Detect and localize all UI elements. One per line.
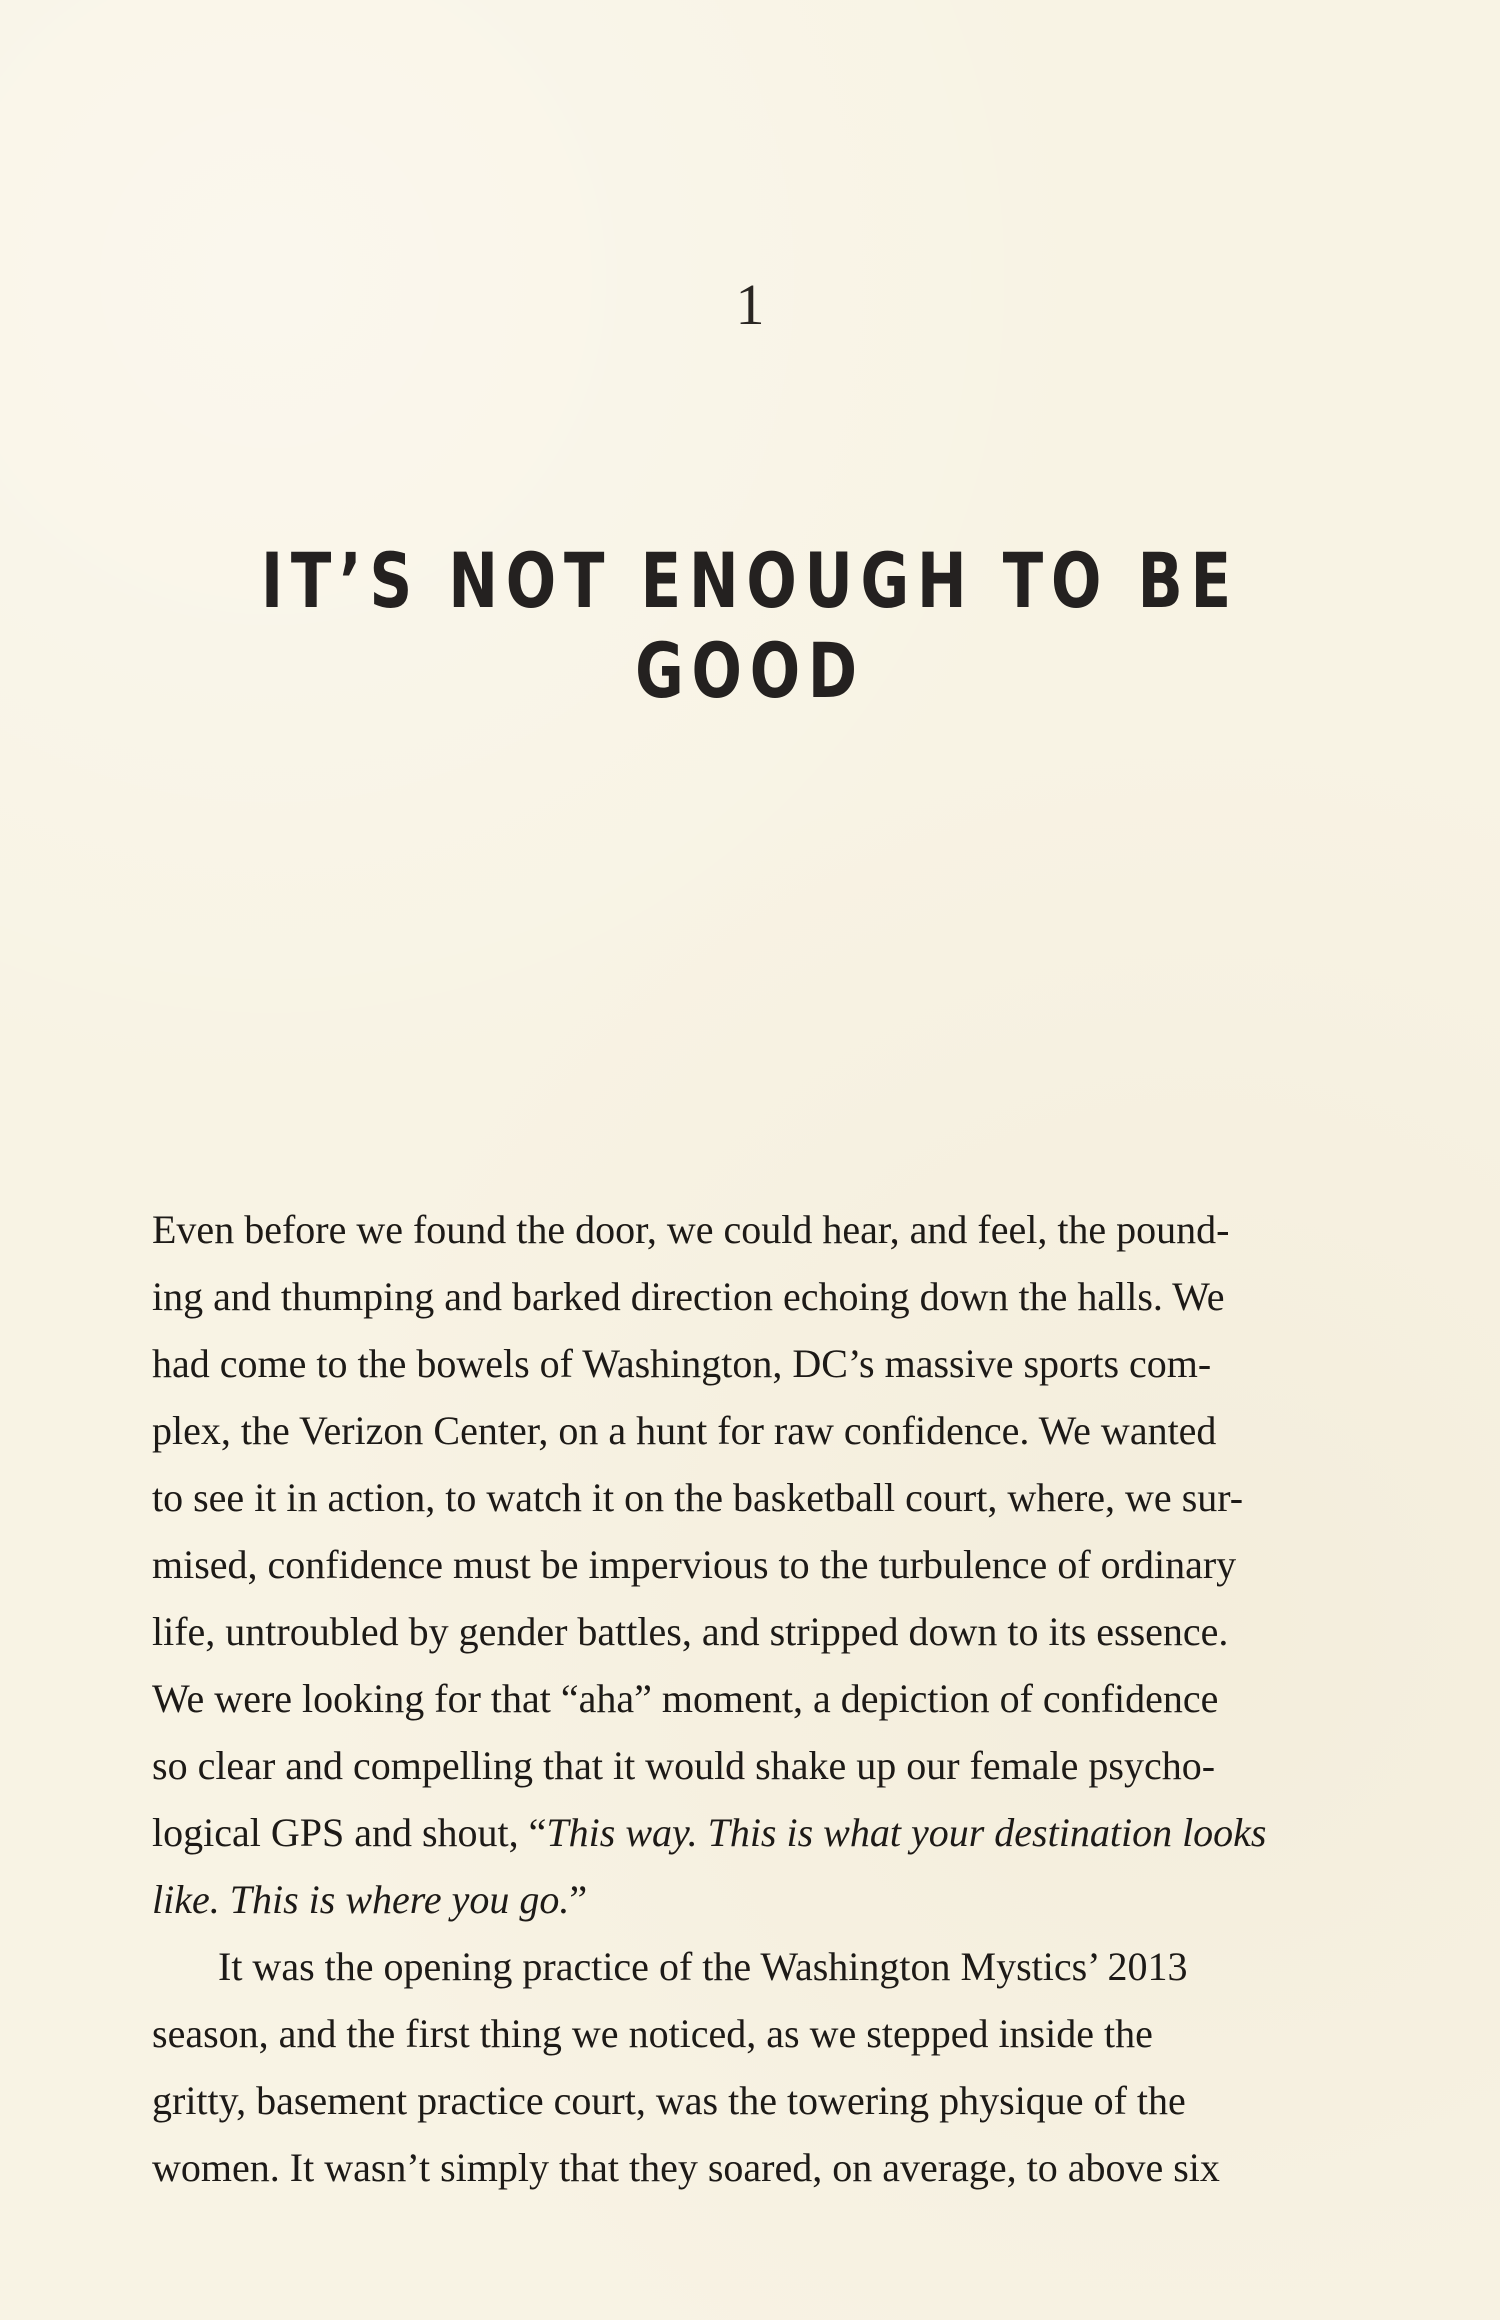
paragraph1-line-4 (152, 1397, 1342, 1464)
line-text: ing and thumping and barked direction echoing down the halls. We (152, 1274, 1225, 1319)
paragraph1-line-8 (152, 1665, 1342, 1732)
close-quote: ” (569, 1877, 588, 1922)
paragraph1-line-1 (152, 1196, 1342, 1263)
italic-quote: This way. This is what your destination looks (546, 1810, 1267, 1855)
line-text: logical GPS and shout, “ (152, 1810, 547, 1855)
paragraph1-line-2 (152, 1263, 1342, 1330)
line-text: so clear and compelling that it would shake up our female psycho- (152, 1743, 1216, 1788)
paragraph1-line-11 (152, 1866, 1342, 1933)
line-text: to see it in action, to watch it on the basketball court, where, we sur- (152, 1475, 1244, 1520)
line-text: gritty, basement practice court, was the towering physique of the (152, 2078, 1186, 2123)
line-text: season, and the first thing we noticed, as we stepped inside the (152, 2011, 1153, 2056)
paragraph1-line-5 (152, 1464, 1342, 1531)
line-text: Even before we found the door, we could hear, and feel, the pound- (152, 1207, 1230, 1252)
line-text: plex, the Verizon Center, on a hunt for raw confidence. We wanted (152, 1408, 1217, 1453)
chapter-number: 1 (735, 272, 765, 337)
paragraph1-line-3 (152, 1330, 1342, 1397)
chapter-title: IT’S NOT ENOUGH TO BE GOOD (261, 536, 1239, 715)
line-text: mised, confidence must be impervious to the turbulence of ordinary (152, 1542, 1237, 1587)
paragraph1-line-10 (152, 1799, 1342, 1866)
line-text: had come to the bowels of Washington, DC’s massive sports com- (152, 1341, 1212, 1386)
paragraph2-line-1 (152, 1933, 1342, 2000)
paragraph2-line-2 (152, 2000, 1342, 2067)
paragraph1-line-7 (152, 1598, 1342, 1665)
line-text: We were looking for that “aha” moment, a depiction of confidence (152, 1676, 1219, 1721)
line-text: It was the opening practice of the Washington Mystics’ 2013 (218, 1944, 1188, 1989)
line-text: life, untroubled by gender battles, and stripped down to its essence. (152, 1609, 1229, 1654)
paragraph2-line-3 (152, 2067, 1342, 2134)
paragraph2-line-4 (152, 2134, 1342, 2201)
body-text (152, 1196, 1342, 2201)
line-text: women. It wasn’t simply that they soared, on average, to above six (152, 2145, 1220, 2190)
paragraph1-line-9 (152, 1732, 1342, 1799)
italic-quote-end: like. This is where you go. (152, 1877, 570, 1922)
paragraph1-line-6 (152, 1531, 1342, 1598)
